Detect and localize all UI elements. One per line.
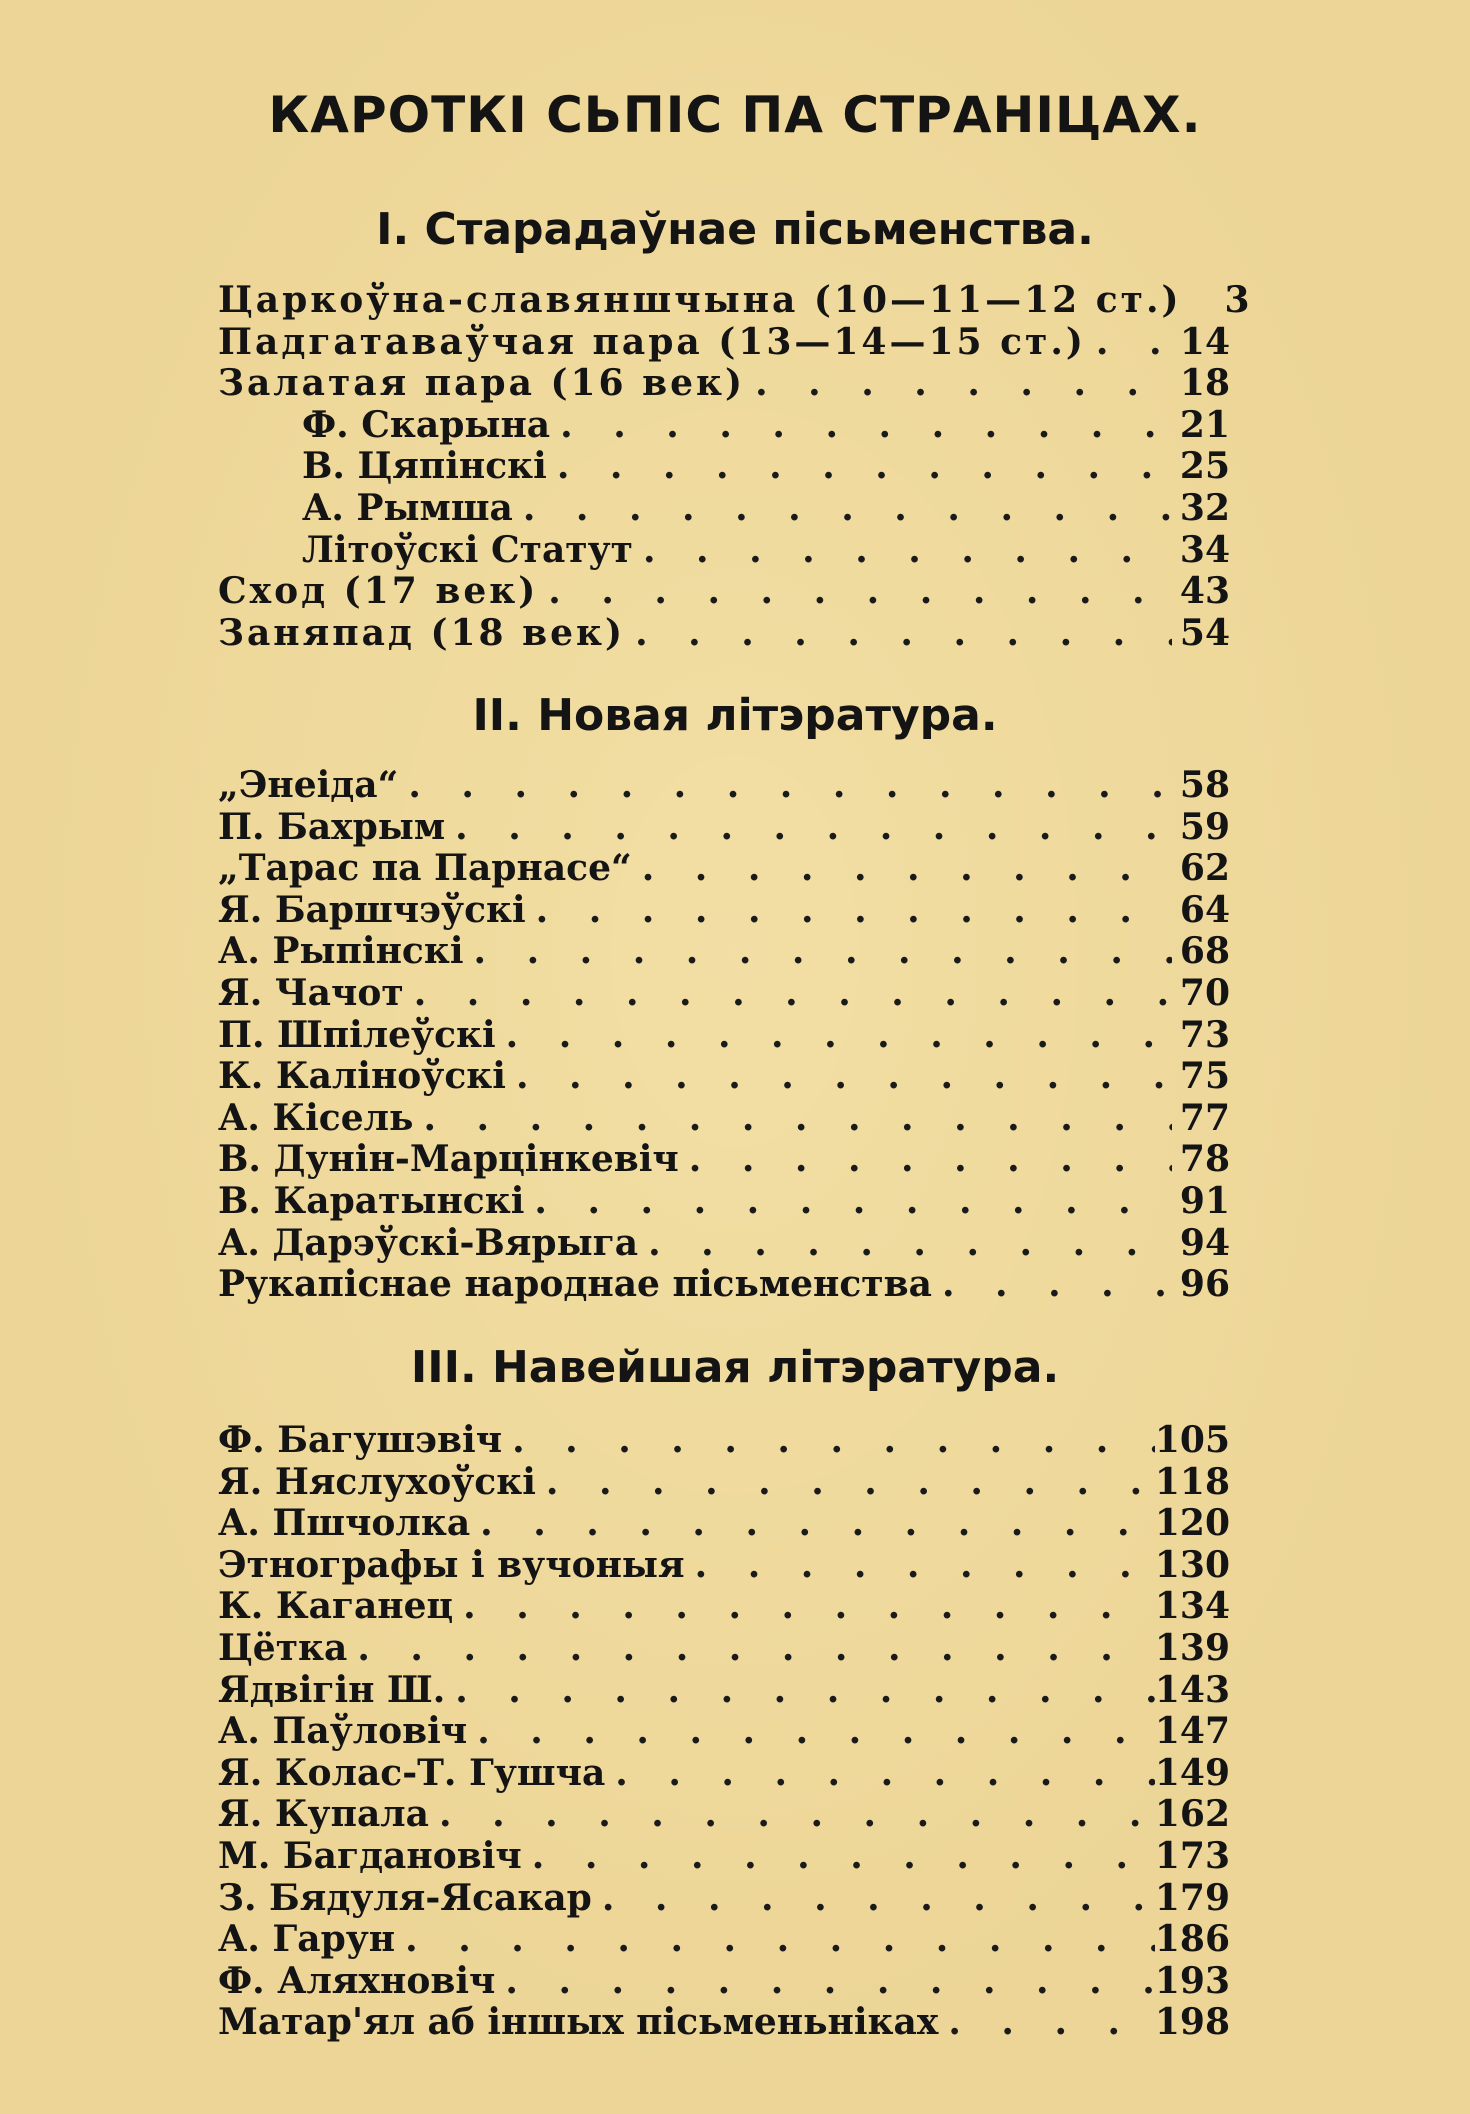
toc-entry-page: 58 [1179,764,1230,806]
toc-entry-page: 62 [1179,847,1230,890]
dot-leader [522,1836,1155,1878]
toc-entry-page: 134 [1154,1585,1230,1628]
toc-entry [218,363,1230,405]
dot-leader [467,1711,1155,1753]
toc-entry-label: А. Дарэўскі-Вярыга [218,1221,639,1264]
toc-entry-page: 34 [1179,528,1230,571]
dot-leader [932,1264,1172,1306]
toc-entry-page: 14 [1179,320,1230,363]
dot-leader [445,807,1172,849]
toc-entry-page: 68 [1179,930,1230,973]
toc-entry-label: А. Гарун [218,1918,396,1961]
dot-leader [536,1462,1155,1504]
section-title: III. Навейшая літэратура. [410,1342,1060,1393]
dot-leader [398,765,1172,807]
toc-entry-label: А. Пшчолка [218,1502,471,1545]
dot-leader [1182,280,1192,322]
toc-entry-page: 162 [1154,1793,1230,1836]
toc-entry [218,2002,1230,2044]
toc-entry-label: „Тарас па Парнасе“ [218,847,632,890]
dot-leader [679,1139,1172,1181]
toc-entry-page: 70 [1179,971,1230,1014]
toc-entry-label: А. Рыпінскі [218,930,464,973]
dot-leader [638,1223,1172,1265]
toc-entry-page: 198 [1154,2001,1230,2044]
toc-entry-page: 147 [1154,1710,1230,1753]
toc-entry-label: Цётка [218,1626,348,1669]
dot-leader [550,405,1172,447]
toc-entry [218,279,1250,322]
toc-entry-label: Сход (17 век) [218,570,539,613]
toc-entry [218,1098,1230,1140]
dot-leader [547,446,1172,488]
dot-leader [445,1670,1155,1712]
toc-entry-label: Я. Купала [218,1793,429,1836]
toc-entry [218,1711,1230,1753]
toc-entry [218,1586,1230,1628]
dot-leader [513,488,1172,530]
toc-entry [218,405,1230,447]
toc-entry [218,1961,1230,2003]
toc-entry [218,1503,1230,1545]
toc-entry-label: Я. Колас-Т. Гушча [218,1751,606,1794]
toc-entry-page: 105 [1154,1419,1230,1461]
dot-leader [506,1056,1172,1098]
toc-entry-page: 54 [1179,611,1230,654]
toc-entry-page: 75 [1179,1055,1230,1098]
toc-entry [218,1139,1230,1181]
toc-entry-label: В. Цяпінскі [302,445,547,488]
dot-leader [413,1098,1172,1140]
toc-list [218,1420,1230,2044]
toc-entry-page: 143 [1154,1668,1230,1711]
toc-entry-label: Этнографы і вучоныя [218,1543,685,1586]
toc-entry-page: 149 [1154,1751,1230,1794]
toc-entry-page: 186 [1154,1918,1230,1961]
toc-entry-label: Ф. Скарына [302,403,551,446]
toc-entry [218,890,1230,932]
toc-entry-label: А. Паўловіч [218,1710,468,1753]
toc-entry-page: 193 [1154,1959,1230,2002]
toc-entry-label: Царкоўна-славяншчына (10—11—12 ст.) [218,279,1182,321]
dot-leader [685,1545,1155,1587]
toc-entry-page: 139 [1154,1626,1230,1669]
toc-entry-page: 118 [1154,1460,1230,1503]
toc-entry-label: Я. Баршчэўскі [218,888,526,931]
toc-entry [218,1628,1230,1670]
dot-leader [938,2002,1155,2044]
toc-entry [218,613,1230,655]
toc-entry-label: Ф. Аляхновіч [218,1959,496,2002]
toc-entry-page: 78 [1179,1138,1230,1181]
toc-entry [218,848,1230,890]
toc-entry [218,765,1230,807]
toc-entry-label: Залатая пара (16 век) [218,362,746,405]
toc-entry-label: „Энеіда“ [218,764,399,806]
toc-entry-label: Літоўскі Статут [302,528,633,571]
dot-leader [404,973,1172,1015]
toc-entry-label: Матар'ял аб іншых пісьменьніках [218,2001,939,2044]
dot-leader [745,363,1172,405]
toc-entry-page: 173 [1154,1834,1230,1877]
toc-entry-label: К. Каліноўскі [218,1055,506,1098]
dot-leader [502,1420,1155,1462]
toc-entry-page: 130 [1154,1543,1230,1586]
dot-leader [464,931,1172,973]
section-title: II. Новая літэратура. [472,690,998,741]
dot-leader [538,571,1172,613]
toc-entry [218,1836,1230,1878]
toc-entry [218,1753,1230,1795]
toc-entry [218,1181,1230,1223]
toc-list [218,279,1250,654]
toc-entry [218,1545,1230,1587]
page-title: КАРОТКІ СЬПІС ПА СТРАНІЦАХ. [268,86,1202,144]
toc-entry [218,571,1230,613]
dot-leader [395,1919,1155,1961]
toc-entry-page: 96 [1179,1263,1230,1306]
toc-entry [218,1015,1230,1057]
toc-entry-page: 21 [1179,403,1230,446]
toc-entry [218,1919,1230,1961]
toc-entry-page: 59 [1179,805,1230,848]
dot-leader [524,1181,1172,1223]
toc-entry-label: Ф. Багушэвіч [218,1419,503,1461]
toc-entry-label: П. Шпілеўскі [218,1013,496,1056]
toc-entry-page: 18 [1179,362,1230,405]
toc-entry-label: В. Дунін-Марцінкевіч [218,1138,679,1181]
toc-entry-label: П. Бахрым [218,805,446,848]
toc-entry [218,1670,1230,1712]
toc-entry-label: К. Каганец [218,1585,454,1628]
dot-leader [495,1961,1154,2003]
toc-entry [218,530,1230,572]
dot-leader [632,848,1172,890]
dot-leader [625,613,1172,655]
toc-entry-label: Рукапіснае народнае пісьменства [218,1263,932,1306]
dot-leader [592,1878,1155,1920]
toc-entry [218,931,1230,973]
dot-leader [496,1015,1172,1057]
dot-leader [1086,322,1172,364]
toc-entry [218,1056,1230,1098]
dot-leader [526,890,1172,932]
toc-entry-page: 77 [1179,1096,1230,1139]
toc-entry [218,1462,1230,1504]
toc-entry-label: В. Каратынскі [218,1179,525,1222]
section-title: I. Старадаўнае пісьменства. [376,204,1094,255]
toc-entry-label: З. Бядуля-Ясакар [218,1876,592,1919]
toc-entry [218,1420,1230,1462]
toc-entry-label: Я. Няслухоўскі [218,1460,536,1503]
toc-entry [218,322,1230,364]
toc-entry [218,488,1230,530]
toc-entry-page: 32 [1179,486,1230,529]
toc-entry-label: А. Рымша [302,486,513,529]
dot-leader [633,530,1172,572]
toc-entry-label: Ядвігін Ш. [218,1668,446,1711]
toc-entry-page: 25 [1179,445,1230,488]
dot-leader [347,1628,1155,1670]
dot-leader [453,1586,1155,1628]
dot-leader [470,1503,1155,1545]
toc-entry [218,973,1230,1015]
toc-entry-label: А. Кісель [218,1096,414,1139]
toc-entry-page: 43 [1179,570,1230,613]
toc-entry-page: 94 [1179,1221,1230,1264]
toc-entry-page: 179 [1154,1876,1230,1919]
toc-entry-label: М. Багдановіч [218,1834,522,1877]
toc-entry [218,1264,1230,1306]
toc-entry [218,807,1230,849]
toc-entry-page: 120 [1154,1502,1230,1545]
toc-entry-label: Падгатаваўчая пара (13—14—15 ст.) [218,320,1086,363]
toc-entry-label: Заняпад (18 век) [218,611,626,654]
toc-entry [218,1794,1230,1836]
toc-list [218,765,1230,1306]
toc-entry [218,1878,1230,1920]
toc-entry-page: 73 [1179,1013,1230,1056]
toc-entry-label: Я. Чачот [218,971,404,1014]
toc-entry-page: 64 [1179,888,1230,931]
toc-entry-page: 91 [1179,1179,1230,1222]
dot-leader [429,1794,1155,1836]
dot-leader [605,1753,1155,1795]
toc-entry [218,1223,1230,1265]
toc-entry [218,446,1230,488]
toc-entry-page: 3 [1224,279,1250,321]
